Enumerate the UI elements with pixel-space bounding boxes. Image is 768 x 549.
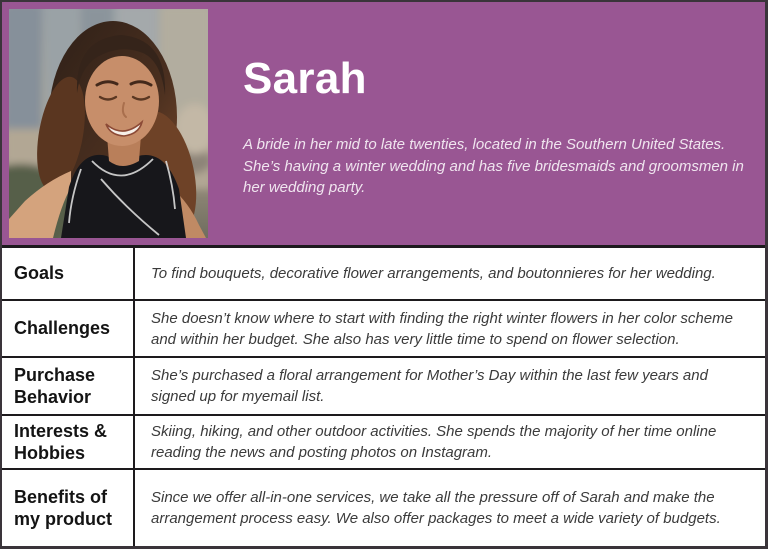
row-value-text: To find bouquets, decorative flower arrangements, and boutonnieres for her wedding. (151, 265, 716, 282)
persona-header (2, 2, 765, 245)
row-label-interests-hobbies (2, 416, 135, 470)
row-label-text: Benefits of my product (14, 486, 113, 529)
row-label-goals (2, 248, 135, 301)
row-value-benefits (135, 470, 765, 546)
row-label-challenges (2, 301, 135, 358)
row-value-text: She doesn’t know where to start with finding the right winter flowers in her color scheme and within her budget. She also has very little time to spend on flower selection. (151, 309, 733, 348)
row-label-purchase-behavior (2, 358, 135, 416)
row-value-purchase-behavior (135, 358, 765, 416)
persona-photo (9, 9, 208, 238)
persona-description: A bride in her mid to late twenties, located in the Southern United States. She’s having a winter wedding and has five bridesmaids and groomsmen in her wedding party. (243, 136, 744, 196)
persona-header-text (243, 2, 749, 198)
portrait-illustration (9, 9, 208, 238)
row-label-text: Interests & Hobbies (14, 420, 108, 463)
row-value-interests-hobbies (135, 416, 765, 470)
row-value-goals (135, 248, 765, 301)
persona-name: Sarah (243, 54, 367, 103)
row-label-text: Purchase Behavior (14, 364, 96, 407)
row-value-text: Skiing, hiking, and other outdoor activities. She spends the majority of her time online reading the news and posting photos on Instagram. (151, 423, 717, 461)
row-label-benefits (2, 470, 135, 546)
row-value-text: She’s purchased a floral arrangement for Mother’s Day within the last few years and signed up for myemail list. (151, 367, 708, 405)
row-value-text: Since we offer all-in-one services, we take all the pressure off of Sarah and make the arrangement process easy. We also offer packages to meet a wide variety of budgets. (151, 489, 721, 527)
persona-attribute-table (2, 245, 765, 546)
row-label-text: Goals (14, 263, 65, 284)
row-value-challenges (135, 301, 765, 358)
row-label-text: Challenges (14, 318, 111, 339)
